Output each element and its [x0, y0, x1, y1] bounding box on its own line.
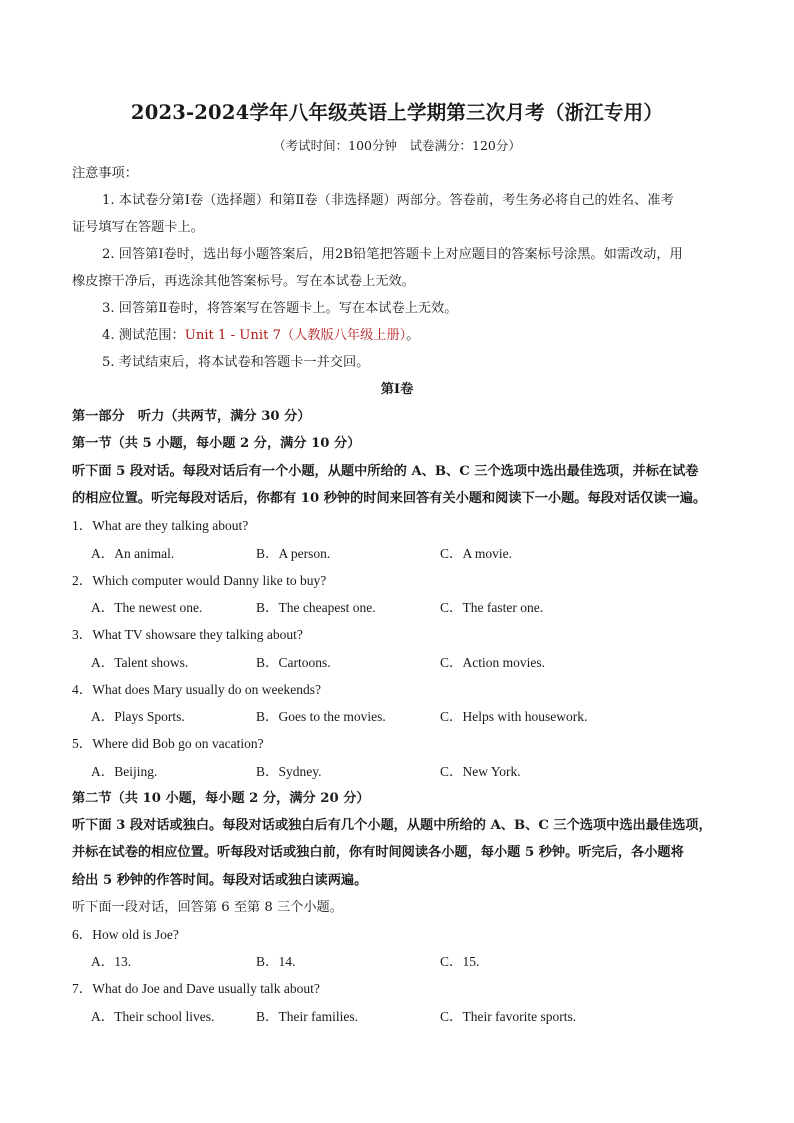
- section-1-instruction-line-2: 的相应位置。听完每段对话后，你都有 10 秒钟的时间来回答有关小题和阅读下一小题。每段对话仅读一遍。: [72, 491, 707, 506]
- question-5-option-c: C．New York.: [440, 764, 521, 779]
- question-7-option-b: B．Their families.: [256, 1009, 358, 1024]
- question-4: 4．What does Mary usually do on weekends?: [72, 682, 321, 697]
- question-5-option-a: A．Beijing.: [91, 764, 158, 779]
- notice-item-1-line-1: 1. 本试卷分第Ⅰ卷（选择题）和第Ⅱ卷（非选择题）两部分。答卷前，考生务必将自己的姓名、准考: [102, 193, 674, 208]
- question-3-option-c: C．Action movies.: [440, 655, 545, 670]
- volume-1-heading: 第Ⅰ卷: [380, 382, 414, 397]
- question-3-option-a: A．Talent shows.: [91, 655, 189, 670]
- section-2-instruction-line-1: 听下面 3 段对话或独白。每段对话或独白后有几个小题，从题中所给的 A、B、C 三个选项中选出最佳选项，: [72, 818, 712, 833]
- exam-time-info: （考试时间：100分钟 试卷满分：120分）: [273, 138, 521, 153]
- notice-item-4: [102, 327, 419, 345]
- question-3: 3．What TV showsare they talking about?: [72, 627, 303, 642]
- page-title: 2023-2024学年八年级英语上学期第三次月考（浙江专用）: [130, 101, 664, 124]
- notice-item-4-prefix: 4. 测试范围：: [102, 328, 185, 343]
- question-2-option-a: A．The newest one.: [91, 600, 203, 615]
- notice-item-5: 5. 考试结束后，将本试卷和答题卡一并交回。: [102, 355, 370, 370]
- notice-item-2-line-2: 橡皮擦干净后，再选涂其他答案标号。写在本试卷上无效。: [72, 274, 415, 289]
- question-1-option-c: C．A movie.: [440, 546, 513, 561]
- notice-heading: 注意事项：: [72, 166, 138, 181]
- question-6-option-b: B．14.: [256, 954, 296, 969]
- section-2-sub-instruction: 听下面一段对话，回答第 6 至第 8 三个小题。: [72, 900, 343, 915]
- section-2-instruction-line-2: 并标在试卷的相应位置。听每段对话或独白前，你有时间阅读各小题，每小题 5 秒钟。听完后，各小题将: [72, 845, 684, 860]
- test-scope: Unit 1 - Unit 7（人教版八年级上册）: [184, 328, 407, 343]
- question-1-option-b: B．A person.: [256, 546, 331, 561]
- question-6-option-a: A．13.: [91, 954, 132, 969]
- question-1-option-a: A．An animal.: [91, 546, 175, 561]
- notice-item-2-line-1: 2. 回答第Ⅰ卷时，选出每小题答案后，用2B铅笔把答题卡上对应题目的答案标号涂黑。如需改动，用: [102, 247, 683, 262]
- question-4-option-c: C．Helps with housework.: [440, 709, 588, 724]
- question-5-option-b: B．Sydney.: [256, 764, 322, 779]
- question-2-option-c: C．The faster one.: [440, 600, 544, 615]
- notice-item-1-line-2: 证号填写在答题卡上。: [72, 220, 204, 235]
- question-7-option-c: C．Their favorite sports.: [440, 1009, 577, 1024]
- section-2-instruction-line-3: 给出 5 秒钟的作答时间。每段对话或独白读两遍。: [72, 873, 368, 888]
- section-1-instruction-line-1: 听下面 5 段对话。每段对话后有一个小题，从题中所给的 A、B、C 三个选项中选出最佳选项，并标在试卷: [72, 464, 699, 479]
- question-7: 7．What do Joe and Dave usually talk about?: [72, 981, 320, 996]
- question-7-option-a: A．Their school lives.: [91, 1009, 215, 1024]
- question-5: 5．Where did Bob go on vacation?: [72, 736, 264, 751]
- part-1-heading: 第一部分 听力（共两节，满分 30 分）: [72, 409, 311, 424]
- section-2-heading: 第二节（共 10 小题，每小题 2 分，满分 20 分）: [72, 791, 370, 806]
- question-6: 6．How old is Joe?: [72, 927, 179, 942]
- question-4-option-a: A．Plays Sports.: [91, 709, 185, 724]
- section-1-heading: 第一节（共 5 小题，每小题 2 分，满分 10 分）: [72, 436, 361, 451]
- question-6-option-c: C．15.: [440, 954, 480, 969]
- question-1: 1．What are they talking about?: [72, 518, 249, 533]
- question-4-option-b: B．Goes to the movies.: [256, 709, 386, 724]
- notice-item-4-suffix: 。: [406, 328, 420, 343]
- notice-item-3: 3. 回答第Ⅱ卷时，将答案写在答题卡上。写在本试卷上无效。: [102, 301, 458, 316]
- question-2-option-b: B．The cheapest one.: [256, 600, 376, 615]
- question-2: 2．Which computer would Danny like to buy?: [72, 573, 327, 588]
- question-3-option-b: B．Cartoons.: [256, 655, 331, 670]
